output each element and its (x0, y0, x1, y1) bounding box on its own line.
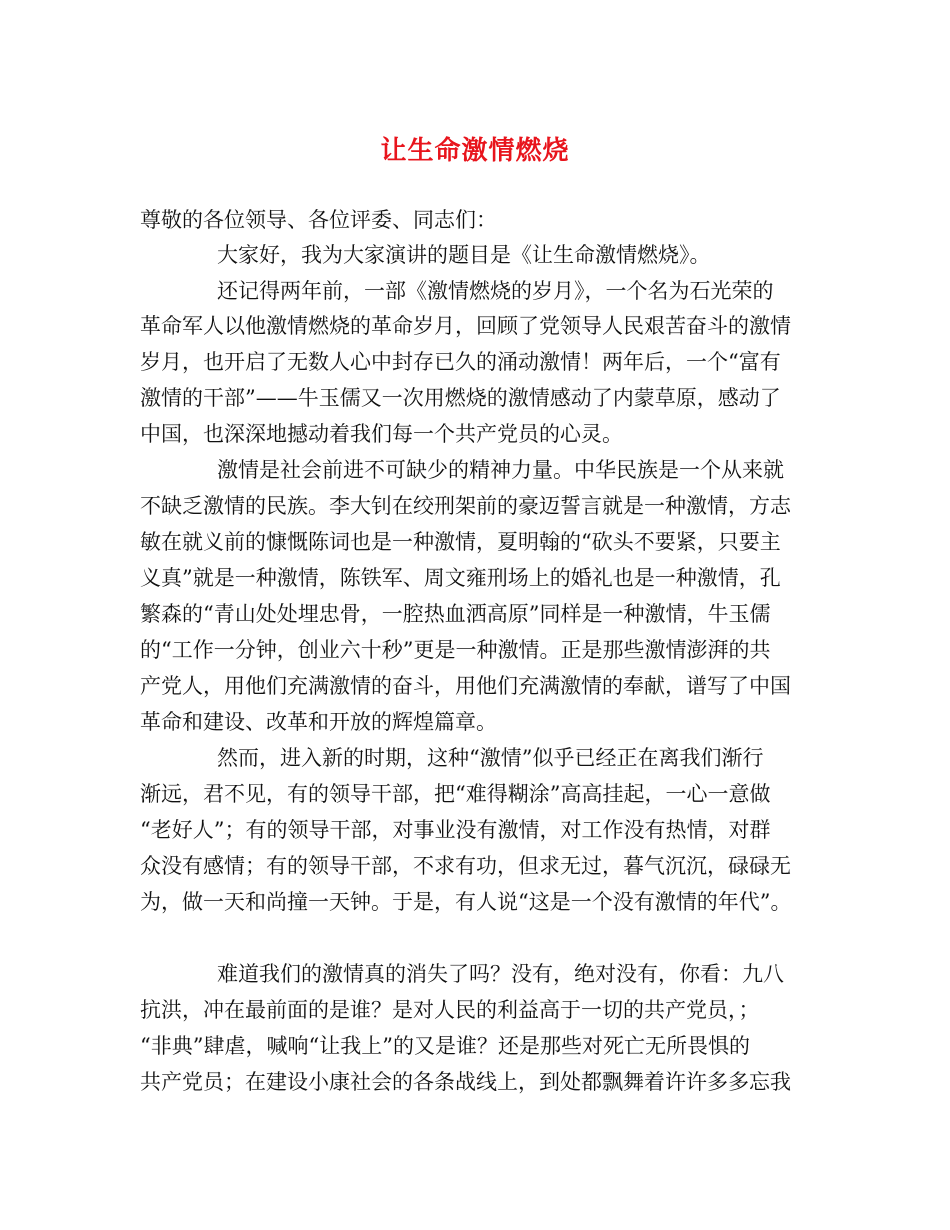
body-line: 革命和建设、改革和开放的辉煌篇章。 (140, 710, 497, 734)
body-line: 抗洪，冲在最前面的是谁？是对人民的利益高于一切的共产党员，； (140, 998, 760, 1022)
body-line: 还记得两年前，一部《激情燃烧的岁月》，一个名为石光荣的 (217, 279, 774, 303)
body-line: “非典”肆虐，喊响“让我上”的又是谁？还是那些对死亡无所畏惧的 (140, 1034, 750, 1058)
body-line: 的“工作一分钟，创业六十秒”更是一种激情。正是那些激情澎湃的共 (140, 638, 771, 662)
body-line: 岁月，也开启了无数人心中封存已久的涌动激情！两年后，一个“富有 (140, 350, 781, 374)
body-line: 大家好，我为大家演讲的题目是《让生命激情燃烧》。 (217, 243, 711, 267)
body-line: 众没有感情；有的领导干部，不求有功，但求无过，暮气沉沉，碌碌无 (140, 854, 791, 878)
body-line: 不缺乏激情的民族。李大钊在绞刑架前的豪迈誓言就是一种激情，方志 (140, 494, 791, 518)
body-line: 共产党员；在建设小康社会的各条战线上，到处都飘舞着许许多多忘我 (140, 1070, 791, 1094)
body-line: 义真”就是一种激情，陈铁军、周文雍刑场上的婚礼也是一种激情，孔 (140, 566, 781, 590)
document-title: 让生命激情燃烧 (380, 136, 570, 166)
body-line: 敏在就义前的慷慨陈词也是一种激情，夏明翰的“砍头不要紧，只要主 (140, 530, 781, 554)
body-line: 难道我们的激情真的消失了吗？没有，绝对没有，你看：九八 (217, 962, 784, 986)
body-line: 渐远，君不见，有的领导干部，把“难得糊涂”高高挂起，一心一意做 (140, 782, 771, 806)
body-line: 为，做一天和尚撞一天钟。于是，有人说“这是一个没有激情的年代”。 (140, 890, 792, 914)
body-line: 革命军人以他激情燃烧的革命岁月，回顾了党领导人民艰苦奋斗的激情 (140, 314, 791, 338)
body-line: 激情是社会前进不可缺少的精神力量。中华民族是一个从来就 (217, 458, 784, 482)
body-line: “老好人”；有的领导干部，对事业没有激情，对工作没有热情，对群 (140, 818, 771, 842)
body-line: 产党人，用他们充满激情的奋斗，用他们充满激情的奉献，谱写了中国 (140, 674, 791, 698)
body-line: 激情的干部”——牛玉儒又一次用燃烧的激情感动了内蒙草原，感动了 (140, 386, 781, 410)
body-line: 繁森的“青山处处埋忠骨，一腔热血洒高原”同样是一种激情，牛玉儒 (140, 602, 771, 626)
body-line: 中国，也深深地撼动着我们每一个共产党员的心灵。 (140, 422, 623, 446)
salutation-line: 尊敬的各位领导、各位评委、同志们： (140, 208, 497, 232)
body-line: 然而，进入新的时期，这种“激情”似乎已经正在离我们渐行 (217, 746, 764, 770)
